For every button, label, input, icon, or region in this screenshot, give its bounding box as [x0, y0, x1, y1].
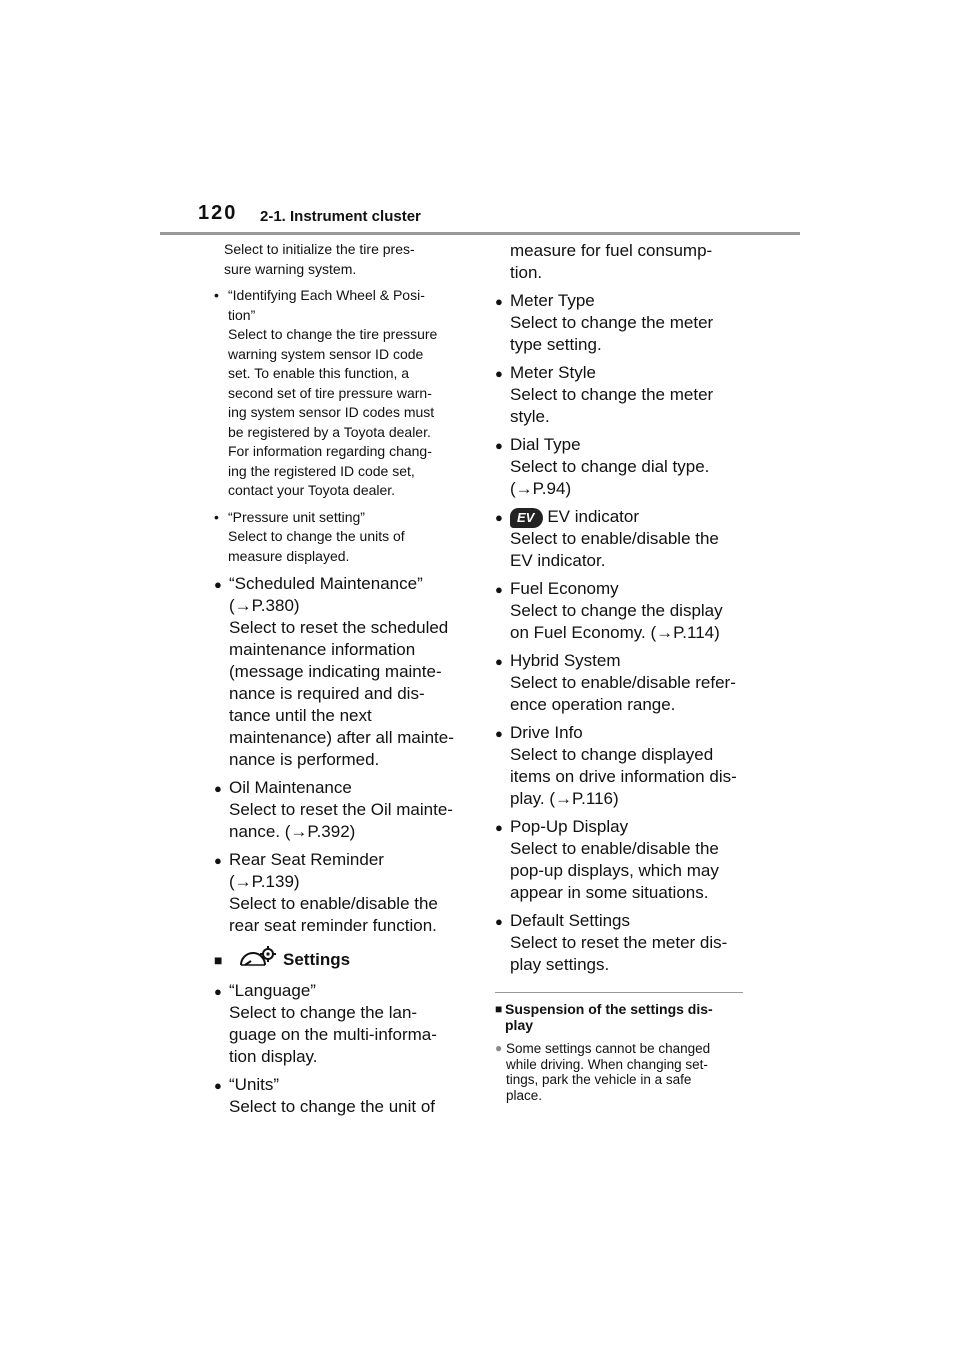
- bullet-icon: ●: [495, 582, 503, 597]
- bullet-icon: ●: [495, 294, 503, 309]
- page-number: 120: [198, 202, 238, 224]
- right-column: [495, 240, 743, 1103]
- bullet-drive-info: ● Drive Info Select to change displayed items on drive information dis- play. (→P.116): [495, 723, 737, 808]
- bullet-hybrid-system: ● Hybrid System Select to enable/disable refer- ence operation range.: [495, 651, 736, 714]
- section-title: Settings: [283, 949, 351, 969]
- bullet-icon: ●: [214, 781, 222, 796]
- bullet-icon: ●: [214, 577, 222, 592]
- bullet-icon: ●: [214, 853, 222, 868]
- bullet-icon: ●: [495, 914, 503, 929]
- bullet-icon: ●: [495, 366, 503, 381]
- bullet-icon: ●: [495, 654, 503, 669]
- header-rule: [160, 232, 800, 235]
- bullet-icon: ●: [214, 984, 222, 999]
- bullet-pop-up-display: ● Pop-Up Display Select to enable/disable the pop-up displays, which may appear in some situations.: [495, 817, 719, 902]
- continuation-text: Select to initialize the tire pres- sure warning system.: [224, 241, 415, 277]
- bullet-rear-seat-reminder: ● Rear Seat Reminder (→P.139) Select to enable/disable the rear seat reminder function.: [214, 849, 462, 937]
- section-header: 2-1. Instrument cluster: [260, 208, 421, 225]
- settings-section-heading: [214, 945, 462, 974]
- page-reference[interactable]: (→P.139): [229, 872, 300, 891]
- note-title: ■ Suspension of the settings dis- play: [495, 1001, 713, 1033]
- meter-gear-icon: [237, 945, 277, 974]
- bullet-icon: ●: [495, 820, 503, 835]
- circle-bullet-icon: ●: [495, 1041, 503, 1055]
- page-reference[interactable]: (→P.380): [229, 596, 300, 615]
- sub-item-pressure-unit: • “Pressure unit setting” Select to change the units of measure displayed.: [214, 508, 462, 567]
- bullet-default-settings: ● Default Settings Select to reset the meter dis- play settings.: [495, 911, 728, 974]
- bullet-language: ● “Language” Select to change the lan- guage on the multi-informa- tion display.: [214, 981, 437, 1066]
- note-divider: [495, 992, 743, 993]
- bullet-fuel-economy: ● Fuel Economy Select to change the display on Fuel Economy. (→P.114): [495, 579, 723, 642]
- bullet-icon: ●: [495, 510, 503, 525]
- bullet-scheduled-maintenance: ● “Scheduled Maintenance” (→P.380) Select to reset the scheduled maintenance information (message indicating mainte- nance is required and dis- tance until the next maintenance) after all mainte- nance is performed.: [214, 573, 462, 771]
- note-item: ● Some settings cannot be changed while driving. When changing set- tings, park the vehicle in a safe place.: [495, 1041, 711, 1103]
- sub-bullet-mark: •: [214, 508, 219, 525]
- square-marker-icon: ■: [495, 1002, 503, 1016]
- bullet-icon: ●: [495, 438, 503, 453]
- square-marker-icon: ■: [214, 951, 223, 968]
- bullet-meter-style: ● Meter Style Select to change the meter style.: [495, 363, 714, 426]
- bullet-ev-indicator: ● EV EV indicator Select to enable/disable the EV indicator.: [495, 507, 719, 570]
- bullet-dial-type: ● Dial Type Select to change dial type. (→P.94): [495, 434, 743, 500]
- bullet-icon: ●: [214, 1078, 222, 1093]
- bullet-icon: ●: [495, 726, 503, 741]
- sub-bullet-mark: •: [214, 287, 219, 303]
- left-column: [214, 240, 462, 1124]
- sub-item-identifying-wheel: • “Identifying Each Wheel & Posi- tion” Select to change the tire pressure warning system sensor ID code set. To enable this function, a second set of tire pressure warn- ing system sensor ID codes must be registered by a Toyota dealer. For information regarding chang- ing the registered ID code set, contact your Toyota dealer.: [214, 286, 462, 501]
- bullet-meter-type: ● Meter Type Select to change the meter type setting.: [495, 291, 714, 354]
- bullet-units: ● “Units” Select to change the unit of: [214, 1075, 436, 1116]
- page-reference[interactable]: (→P.94): [510, 479, 572, 498]
- continuation-text: measure for fuel consump- tion.: [510, 241, 713, 282]
- bullet-oil-maintenance: ● Oil Maintenance Select to reset the Oil mainte- nance. (→P.392): [214, 778, 453, 841]
- ev-badge-icon: EV: [510, 508, 543, 528]
